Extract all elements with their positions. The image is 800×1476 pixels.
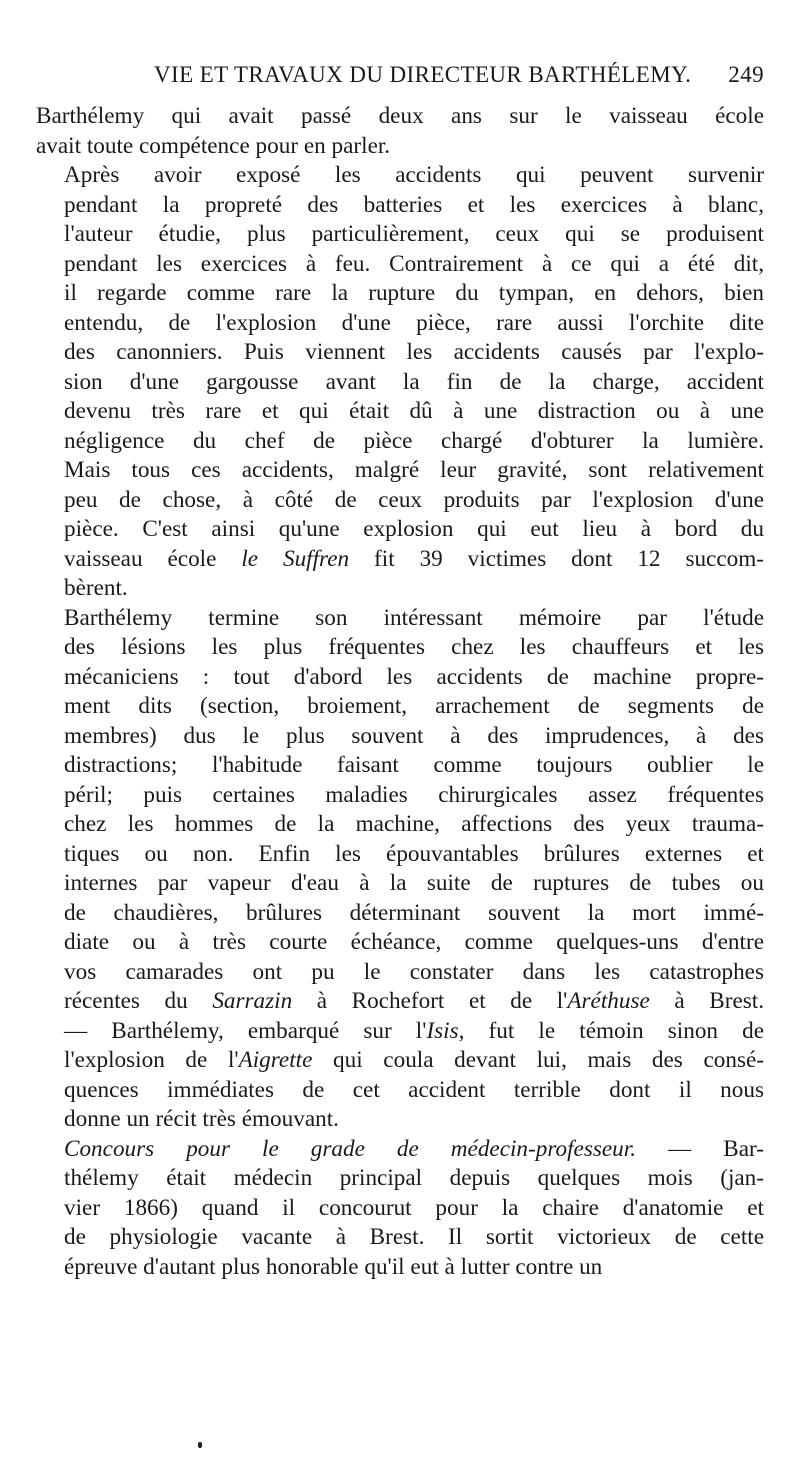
text-run: Mais tous ces accidents, malgré leur gravité, sont relativement bbox=[64, 457, 764, 483]
text-line bbox=[36, 102, 764, 132]
text-line bbox=[36, 663, 764, 693]
text-line bbox=[36, 810, 764, 840]
running-header bbox=[36, 58, 764, 92]
text-line bbox=[36, 250, 764, 280]
text-run: fit 39 victimes dont 12 succom- bbox=[349, 545, 764, 572]
body-text bbox=[36, 102, 764, 1282]
text-line bbox=[36, 1076, 764, 1106]
text-run: qui coula devant lui, mais des consé- bbox=[312, 1047, 764, 1073]
text-run: des canonniers. Puis viennent les accidents causés par l'explo- bbox=[64, 339, 764, 365]
text-run: , fut le témoin sinon de bbox=[458, 1017, 764, 1044]
text-run: récentes du bbox=[64, 988, 213, 1014]
text-run: de chaudières, brûlures déterminant souvent la mort immé- bbox=[64, 899, 764, 926]
text-line bbox=[36, 545, 764, 575]
text-run: tiques ou non. Enfin les épouvantables brûlures externes et bbox=[64, 840, 764, 867]
text-line bbox=[36, 899, 764, 929]
text-run: diate ou à très courte échéance, comme quelques-uns d'entre bbox=[64, 929, 764, 955]
italic-text: Aigrette bbox=[238, 1047, 313, 1073]
page-number: 249 bbox=[728, 62, 764, 87]
text-line bbox=[36, 958, 764, 988]
text-line bbox=[36, 987, 764, 1017]
text-line bbox=[36, 132, 764, 162]
text-line bbox=[36, 574, 764, 604]
text-line bbox=[36, 1017, 764, 1047]
text-line bbox=[36, 1164, 764, 1194]
text-run: péril; puis certaines maladies chirurgicales assez fréquentes bbox=[64, 781, 764, 808]
text-line bbox=[36, 928, 764, 958]
text-run: bèrent. bbox=[64, 575, 128, 601]
paragraph bbox=[36, 1135, 764, 1283]
text-line bbox=[36, 368, 764, 398]
text-run: vos camarades ont pu le constater dans les catastrophes bbox=[64, 958, 764, 985]
paragraph bbox=[36, 604, 764, 1135]
text-line bbox=[36, 604, 764, 634]
running-title: VIE ET TRAVAUX DU DIRECTEUR BARTHÉLEMY. bbox=[154, 62, 692, 87]
paragraph bbox=[36, 161, 764, 604]
text-run: pendant la propreté des batteries et les exercices à blanc, bbox=[64, 191, 764, 218]
text-line bbox=[36, 633, 764, 663]
text-line bbox=[36, 781, 764, 811]
text-run: Barthélemy termine son intéressant mémoire par l'étude bbox=[64, 604, 764, 631]
text-run: mécaniciens : tout d'abord les accidents de machine propre- bbox=[64, 663, 764, 690]
text-line bbox=[36, 1194, 764, 1224]
text-run: l'auteur étudie, plus particulièrement, ceux qui se produisent bbox=[64, 221, 764, 247]
text-line bbox=[36, 338, 764, 368]
text-run: chez les hommes de la machine, affections des yeux trauma- bbox=[64, 811, 764, 837]
text-run: vaisseau école bbox=[64, 545, 242, 572]
text-run: donne un récit très émouvant. bbox=[64, 1106, 339, 1132]
text-line bbox=[36, 427, 764, 457]
print-speck bbox=[198, 1442, 202, 1448]
text-line bbox=[36, 191, 764, 221]
text-run: à Brest. bbox=[649, 988, 764, 1014]
text-run: il regarde comme rare la rupture du tympan, en dehors, bien bbox=[64, 280, 764, 306]
text-run: sion d'une gargousse avant la fin de la charge, accident bbox=[64, 368, 764, 395]
text-run: devenu très rare et qui était dû à une distraction ou à une bbox=[64, 398, 764, 424]
text-run: l'explosion de l' bbox=[64, 1047, 239, 1073]
text-line bbox=[36, 220, 764, 250]
text-run: thélemy était médecin principal depuis quelques mois (jan- bbox=[64, 1165, 764, 1191]
text-run: ment dits (section, broiement, arrachement de segments de bbox=[64, 693, 764, 719]
text-line bbox=[36, 161, 764, 191]
text-run: quences immédiates de cet accident terrible dont il nous bbox=[64, 1076, 764, 1103]
text-run: à Rochefort et de l' bbox=[292, 988, 568, 1014]
text-run: — Bar- bbox=[636, 1135, 764, 1162]
text-run: entendu, de l'explosion d'une pièce, rare aussi l'orchite dite bbox=[64, 309, 764, 336]
text-run: membres) dus le plus souvent à des imprudences, à des bbox=[64, 722, 764, 749]
text-line bbox=[36, 1105, 764, 1135]
text-line bbox=[36, 309, 764, 339]
text-run: — Barthélemy, embarqué sur l' bbox=[64, 1017, 427, 1044]
italic-text: Concours pour le grade de médecin-professeur. bbox=[64, 1135, 637, 1162]
text-line bbox=[36, 751, 764, 781]
text-run: des lésions les plus fréquentes chez les chauffeurs et les bbox=[64, 634, 764, 660]
text-run: épreuve d'autant plus honorable qu'il eut à lutter contre un bbox=[64, 1253, 603, 1280]
text-run: négligence du chef de pièce chargé d'obturer la lumière. bbox=[64, 427, 764, 454]
text-run: pendant les exercices à feu. Contrairement à ce qui a été dit, bbox=[64, 250, 764, 277]
text-line bbox=[36, 279, 764, 309]
text-run: vier 1866) quand il concourut pour la chaire d'anatomie et bbox=[64, 1194, 764, 1221]
text-line bbox=[36, 1223, 764, 1253]
text-run: avait toute compétence pour en parler. bbox=[36, 132, 391, 159]
text-line bbox=[36, 486, 764, 516]
text-line bbox=[36, 456, 764, 486]
text-line bbox=[36, 869, 764, 899]
italic-text: Isis bbox=[426, 1017, 459, 1044]
text-line bbox=[36, 840, 764, 870]
italic-text: Sarrazin bbox=[212, 988, 293, 1014]
text-line bbox=[36, 722, 764, 752]
text-line bbox=[36, 515, 764, 545]
text-run: Après avoir exposé les accidents qui peuvent survenir bbox=[64, 162, 764, 188]
italic-text: Aréthuse bbox=[567, 988, 650, 1014]
paragraph bbox=[36, 102, 764, 161]
text-run: peu de chose, à côté de ceux produits par l'explosion d'une bbox=[64, 486, 764, 513]
text-run: Barthélemy qui avait passé deux ans sur le vaisseau école bbox=[36, 103, 764, 129]
italic-text: le Suffren bbox=[241, 545, 350, 572]
text-run: de physiologie vacante à Brest. Il sortit victorieux de cette bbox=[64, 1224, 764, 1250]
text-line bbox=[36, 692, 764, 722]
text-line bbox=[36, 1046, 764, 1076]
text-run: pièce. C'est ainsi qu'une explosion qui eut lieu à bord du bbox=[64, 516, 764, 542]
text-run: internes par vapeur d'eau à la suite de ruptures de tubes ou bbox=[64, 870, 764, 896]
text-line bbox=[36, 1135, 764, 1165]
text-line bbox=[36, 397, 764, 427]
text-run: distractions; l'habitude faisant comme toujours oublier le bbox=[64, 752, 764, 778]
text-line bbox=[36, 1253, 764, 1283]
